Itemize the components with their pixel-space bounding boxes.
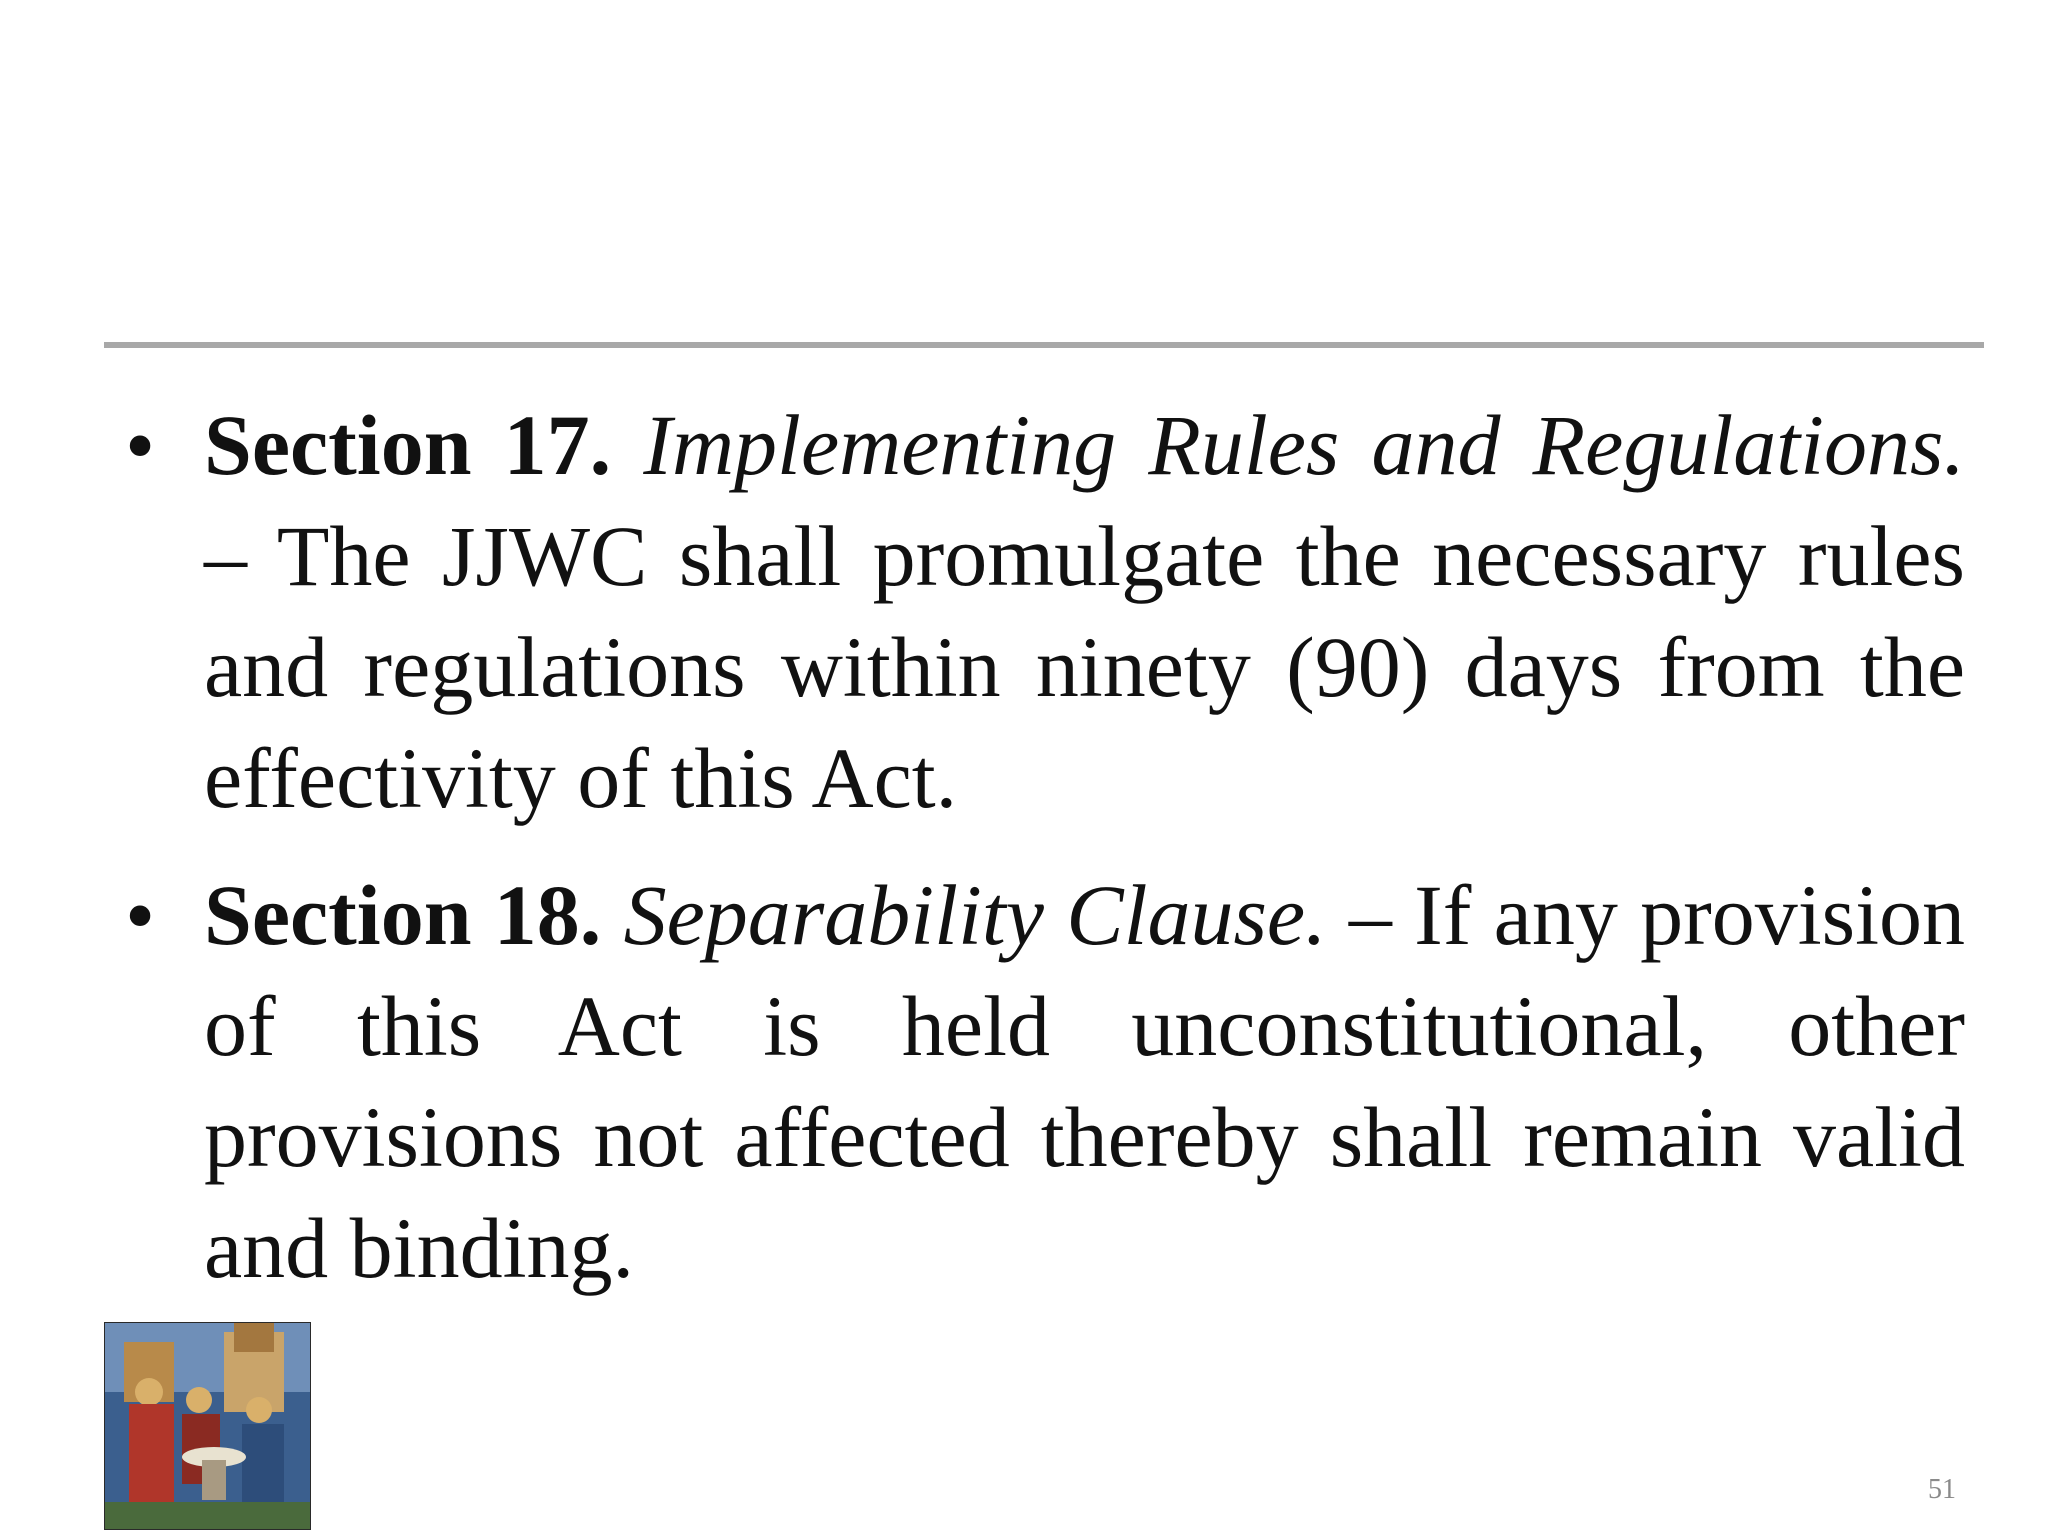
slide-number: 51 <box>1928 1474 1956 1505</box>
title-divider-line <box>104 342 1984 348</box>
religious-icon-image <box>104 1322 311 1530</box>
section-text: – The JJWC shall promulgate the necessary rules and regulations within ninety (90) days from the effectivity of this Act. <box>204 508 1965 826</box>
slide-body <box>125 390 1965 1330</box>
bullet-section-18 <box>125 860 1965 1304</box>
section-title: Separability Clause. <box>623 867 1327 963</box>
section-title: Implementing Rules and Regulations. <box>643 397 1965 493</box>
bullet-section-17 <box>125 390 1965 834</box>
section-text: – If any provision of this Act is held unconstitutional, other provisions not affected thereby shall remain valid and binding. <box>204 867 1966 1296</box>
bullet-icon: • <box>125 397 156 493</box>
section-number: Section 17. <box>204 397 612 493</box>
section-number: Section 18. <box>204 867 602 963</box>
bullet-icon: • <box>125 867 156 963</box>
